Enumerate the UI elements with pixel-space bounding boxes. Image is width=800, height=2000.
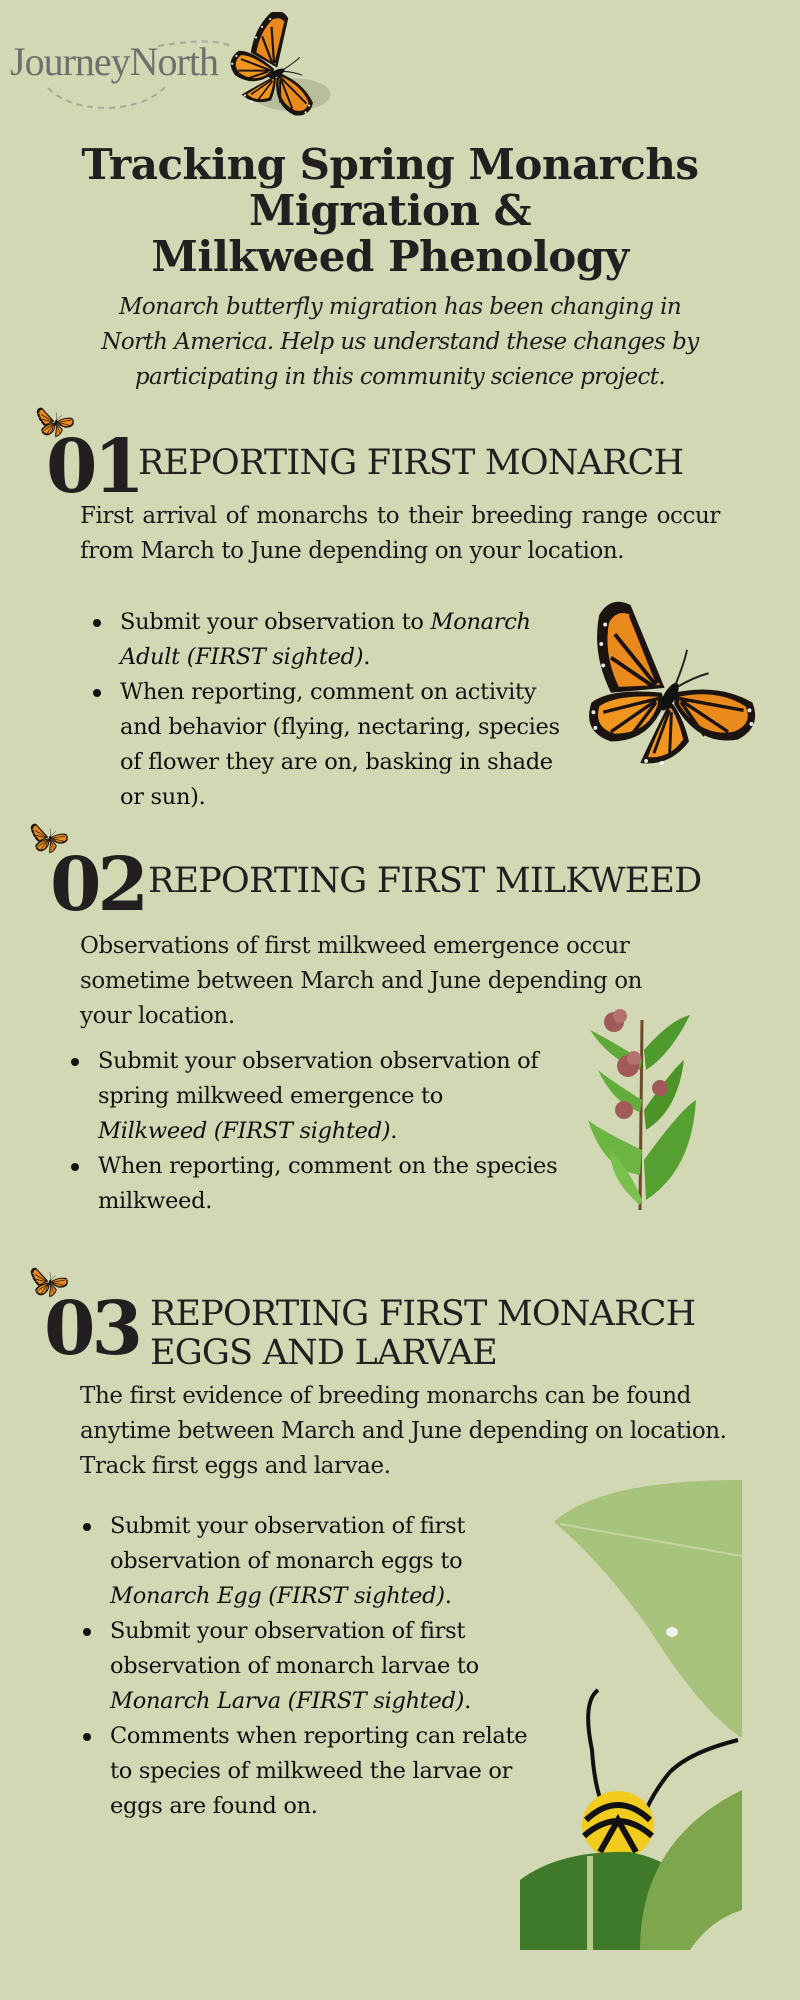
bullet-item: Comments when reporting can relate to species of milkweed the larvae or eggs are found on.: [110, 1719, 540, 1824]
logo-text: JourneyNorth: [10, 39, 218, 84]
bullet-item: Submit your observation observation of spring milkweed emergence to Milkweed (FIRST sighted).: [98, 1044, 558, 1149]
section-title: [150, 1295, 695, 1373]
section-bullets: [120, 605, 560, 815]
monarch-butterfly-image: [572, 588, 767, 778]
bullet-item: When reporting, comment on activity and behavior (flying, nectaring, species of flower they are on, basking in shade or sun).: [120, 675, 560, 815]
page-title: [60, 142, 720, 280]
bullet-item: Submit your observation of first observation of monarch larvae to Monarch Larva (FIRST sighted).: [110, 1614, 540, 1719]
section-number: 01: [46, 424, 141, 510]
section-title: REPORTING FIRST MONARCH: [138, 443, 684, 483]
section-bullets: [98, 1044, 558, 1219]
title-line: EGGS AND LARVAE: [150, 1333, 498, 1373]
bullet-item: Submit your observation of first observation of monarch eggs to Monarch Egg (FIRST sighted).: [110, 1509, 540, 1614]
bullet-item: Submit your observation to Monarch Adult (FIRST sighted).: [120, 605, 560, 675]
section-number: 02: [50, 842, 145, 928]
intro-line: North America. Help us understand these changes by: [101, 329, 699, 355]
intro-line: Monarch butterfly migration has been changing in: [118, 294, 682, 320]
title-line: Migration &: [248, 186, 532, 235]
intro-text: [70, 290, 730, 395]
section-paragraph: Observations of first milkweed emergence occur sometime between March and June depending on your location.: [80, 933, 643, 1029]
section-paragraph: First arrival of monarchs to their breeding range occur from March to June depending on your location.: [80, 503, 720, 564]
bullet-item: When reporting, comment on the species milkweed.: [98, 1149, 558, 1219]
caterpillar-on-milkweed-image: [520, 1480, 742, 1950]
title-line: Milkweed Phenology: [151, 232, 629, 281]
journey-north-logo[interactable]: [8, 12, 338, 132]
title-line: REPORTING FIRST MONARCH: [150, 1294, 696, 1334]
section-bullets: [110, 1509, 540, 1824]
section-paragraph: The first evidence of breeding monarchs can be found anytime between March and June depending on location. Track first eggs and larvae.: [80, 1383, 727, 1479]
monarch-butterfly-icon: [226, 12, 336, 122]
title-line: Tracking Spring Monarchs: [81, 140, 699, 189]
milkweed-plant-image: [580, 1000, 700, 1210]
section-title: REPORTING FIRST MILKWEED: [148, 861, 702, 901]
intro-line: participating in this community science project.: [134, 364, 666, 390]
section-number: 03: [44, 1286, 139, 1372]
